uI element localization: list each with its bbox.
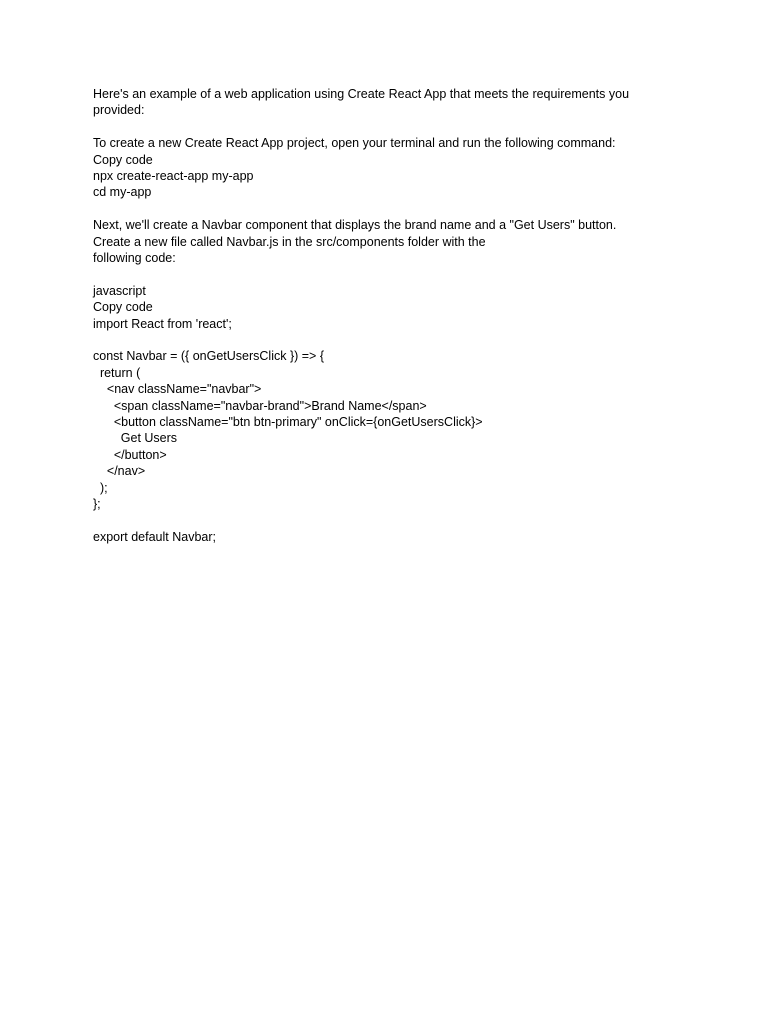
code-block (93, 316, 693, 546)
code-line: </button> (93, 447, 167, 462)
navbar-intro-line: Create a new file called Navbar.js in the src/components folder with the (93, 234, 486, 249)
code-line: import React from 'react'; (93, 316, 232, 331)
setup-heading: To create a new Create React App project, open your terminal and run the following command: (93, 136, 616, 151)
command-line: cd my-app (93, 185, 152, 200)
intro-line: provided: (93, 103, 145, 118)
code-line: <nav className="navbar"> (93, 382, 262, 397)
document-page (93, 86, 693, 545)
code-line: </nav> (93, 464, 146, 479)
navbar-intro-line: Next, we'll create a Navbar component that displays the brand name and a "Get Users" button. (93, 218, 617, 233)
command-line: npx create-react-app my-app (93, 169, 254, 184)
intro-line: Here's an example of a web application using Create React App that meets the requirements you (93, 87, 630, 101)
blank-line (93, 201, 693, 217)
code-line: <button className="btn btn-primary" onClick={onGetUsersClick}> (93, 415, 483, 430)
blank-line (93, 266, 693, 282)
code-line: export default Navbar; (93, 529, 216, 544)
code-language-label: javascript (93, 283, 146, 298)
code-line: <span className="navbar-brand">Brand Name</span> (93, 398, 427, 413)
code-line (93, 332, 693, 348)
blank-line (93, 119, 693, 135)
navbar-intro-line: following code: (93, 251, 176, 266)
code-line: }; (93, 497, 101, 512)
copy-code-label: Copy code (93, 300, 153, 315)
code-line: return ( (93, 365, 141, 380)
code-line: ); (93, 480, 108, 495)
code-line: const Navbar = ({ onGetUsersClick }) => { (93, 349, 325, 364)
copy-code-label: Copy code (93, 152, 153, 167)
code-line (93, 513, 693, 529)
code-line: Get Users (93, 431, 178, 446)
